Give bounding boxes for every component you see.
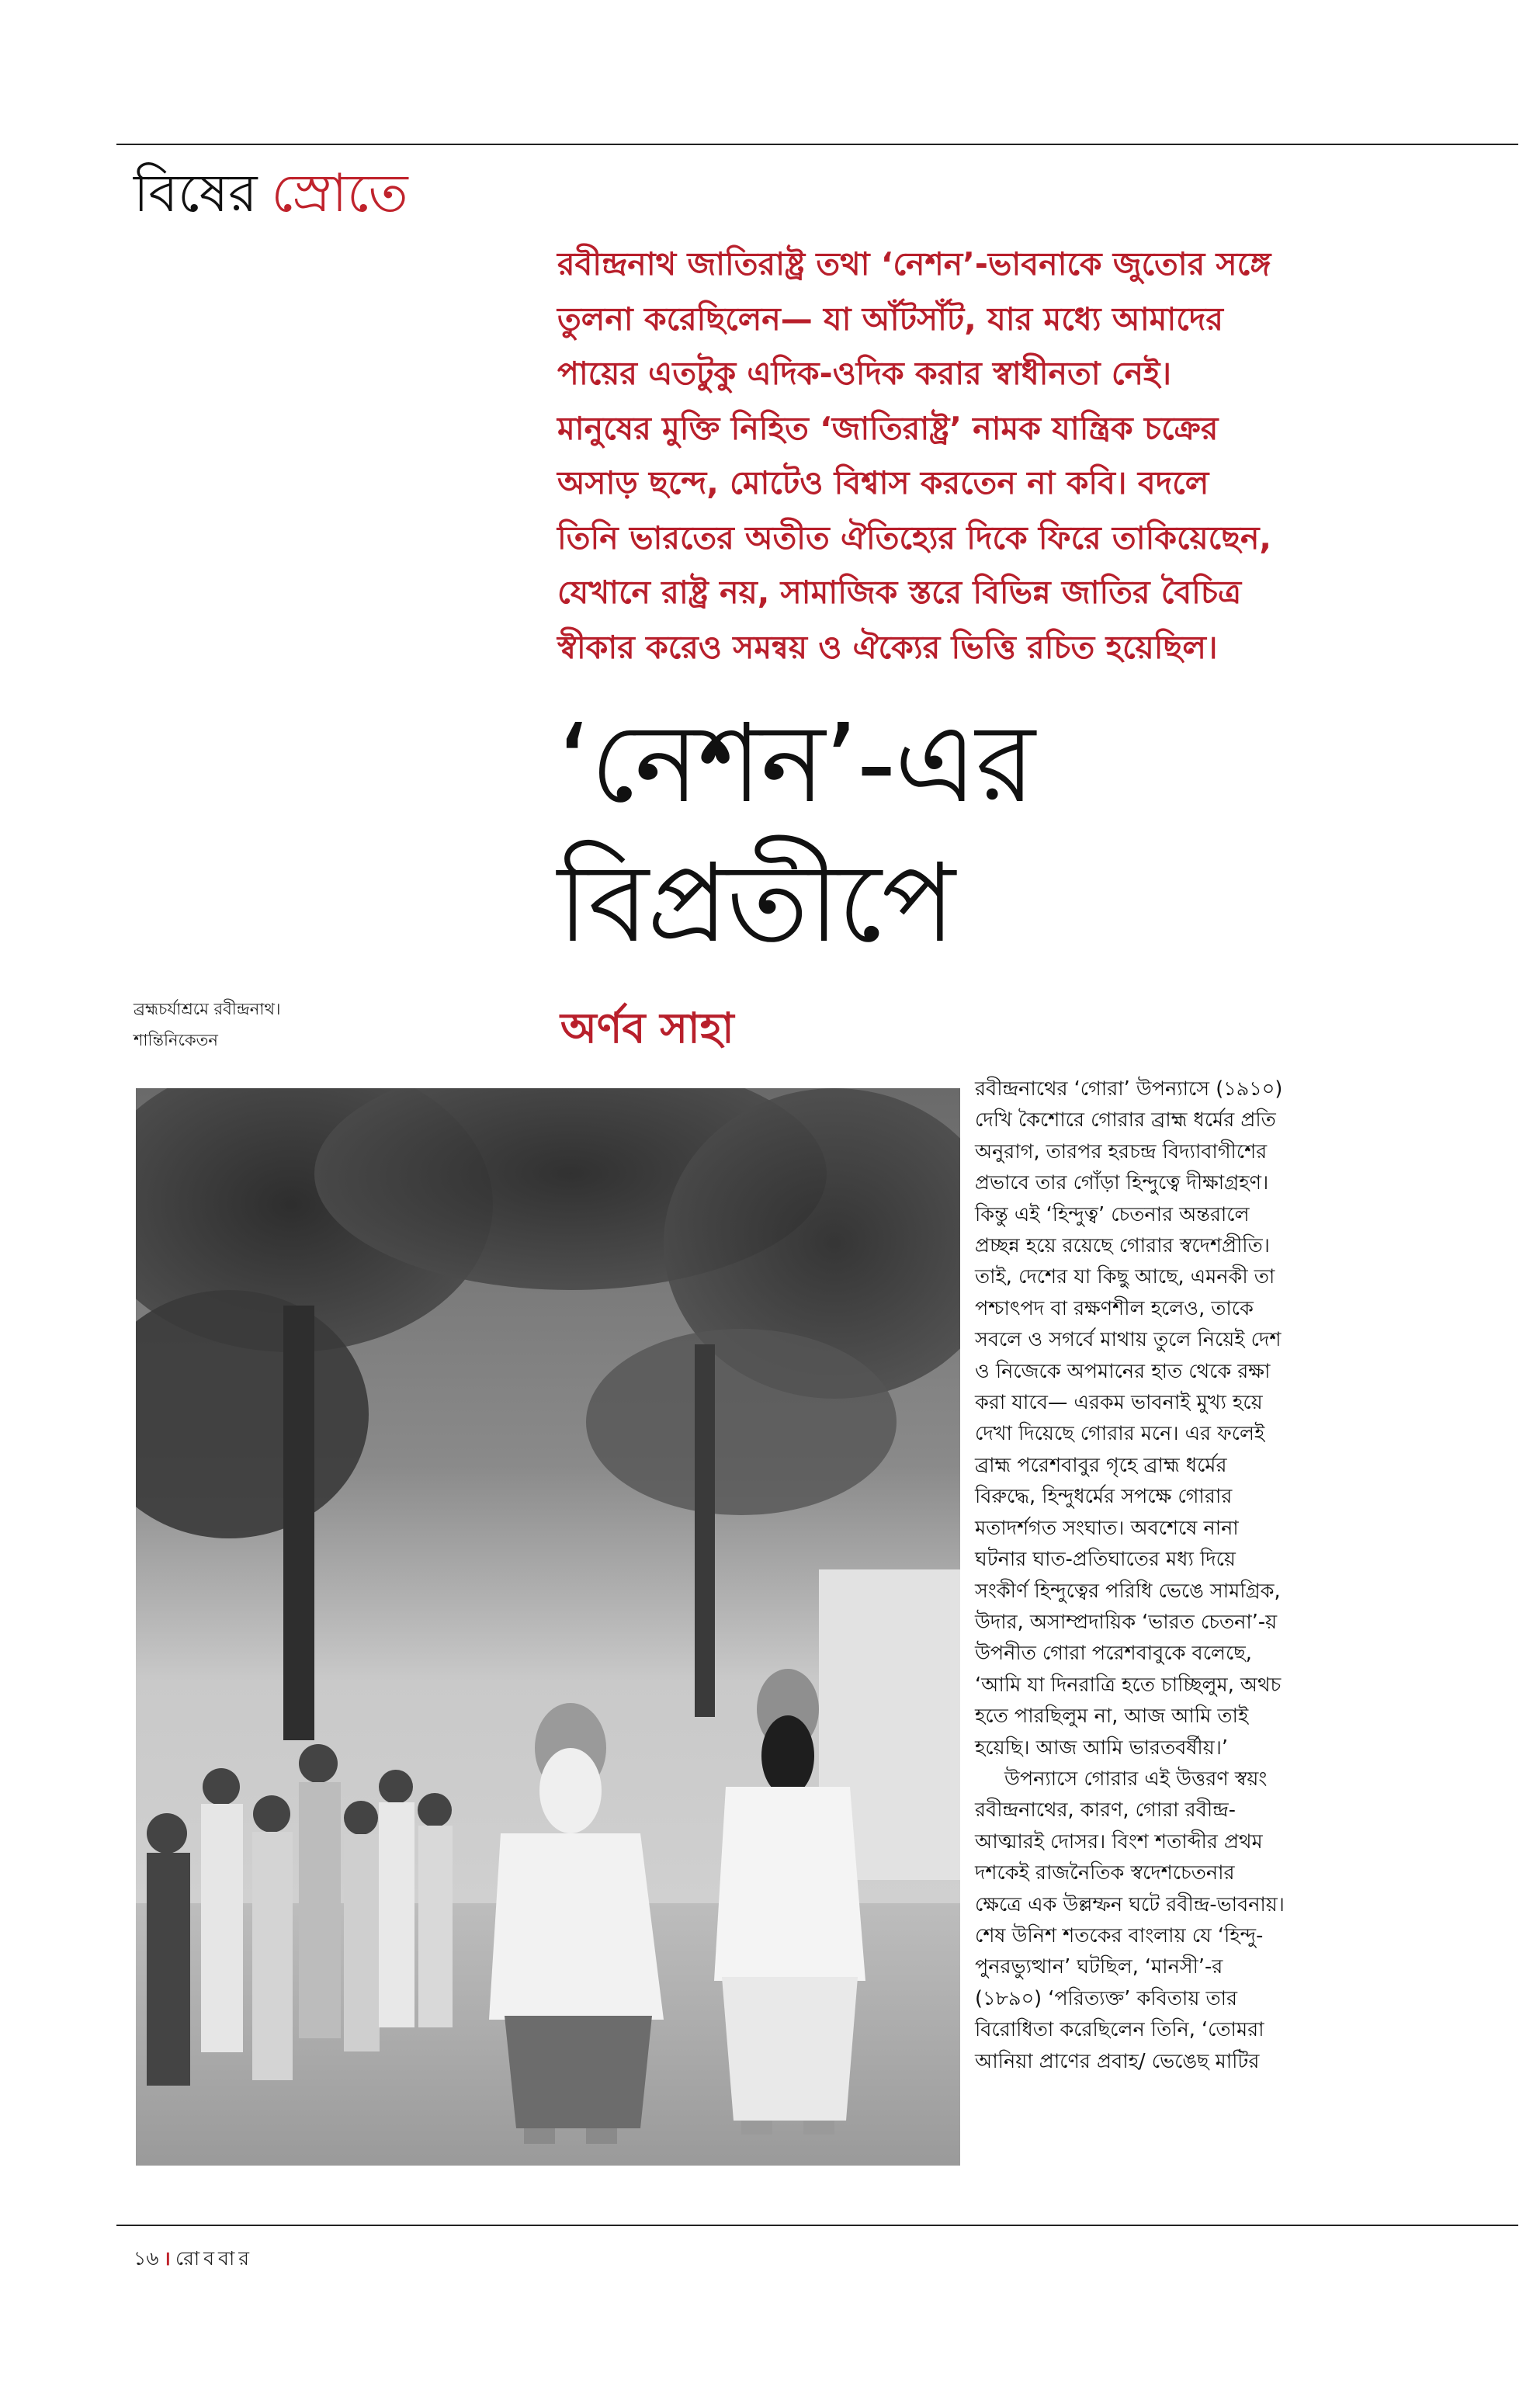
body-line: তাই, দেশের যা কিছু আছে, এমনকী তা: [975, 1265, 1275, 1289]
body-line: বিরোধিতা করেছিলেন তিনি, ‘তোমরা: [975, 2018, 1264, 2042]
section-title-word2: স্রোতে: [271, 163, 408, 224]
standfirst-line: তিনি ভারতের অতীত ঐতিহ্যের দিকে ফিরে তাকিয়েছেন,: [557, 518, 1271, 557]
body-line: ঘটনার ঘাত-প্রতিঘাতের মধ্য দিয়ে: [975, 1548, 1236, 1572]
body-line: প্রচ্ছন্ন হয়ে রয়েছে গোরার স্বদেশপ্রীতি।: [975, 1234, 1270, 1258]
page-number: ১৬: [134, 2247, 159, 2270]
standfirst-line: রবীন্দ্রনাথ জাতিরাষ্ট্র তথা ‘নেশন’-ভাবনাকে জুতোর সঙ্গে: [557, 245, 1271, 283]
body-line: দশকেই রাজনৈতিক স্বদেশচেতনার: [975, 1861, 1235, 1885]
standfirst-line: পায়ের এতটুকু এদিক-ওদিক করার স্বাধীনতা নেই।: [557, 355, 1171, 392]
standfirst: [557, 237, 1403, 675]
publication-name: রোববার: [175, 2247, 253, 2270]
byline: অর্ণব সাহা: [560, 1004, 734, 1053]
body-line: দেখি কৈশোরে গোরার ব্রাহ্ম ধর্মের প্রতি: [975, 1108, 1276, 1132]
body-line: রবীন্দ্রনাথের, কারণ, গোরা রবীন্দ্র-: [975, 1798, 1236, 1822]
body-line: দেখা দিয়েছে গোরার মনে। এর ফলেই: [975, 1422, 1265, 1446]
body-line: হতে পারছিলুম না, আজ আমি তাই: [975, 1705, 1249, 1729]
caption-line: ব্রহ্মচর্যাশ্রমে রবীন্দ্রনাথ।: [134, 1000, 281, 1018]
body-line: উপন্যাসে গোরার এই উত্তরণ স্বয়ং: [1004, 1767, 1268, 1791]
body-line: করা যাবে— এরকম ভাবনাই মুখ্য হয়ে: [975, 1391, 1263, 1415]
bottom-rule: [116, 2225, 1518, 2226]
standfirst-line: যেখানে রাষ্ট্র নয়, সামাজিক স্তরে বিভিন্ন জাতির বৈচিত্র: [557, 574, 1242, 611]
body-line: আত্মারই দোসর। বিংশ শতাব্দীর প্রথম: [975, 1829, 1263, 1854]
body-line: শেষ উনিশ শতকের বাংলায় যে ‘হিন্দু-: [975, 1923, 1264, 1947]
standfirst-line: স্বীকার করেও সমন্বয় ও ঐক্যের ভিত্তি রচিত হয়েছিল।: [557, 628, 1218, 666]
body-line: পুনরভ্যুত্থান’ ঘটছিল, ‘মানসী’-র: [975, 1955, 1223, 1979]
folio-separator: ।: [163, 2247, 171, 2270]
archival-photo: [136, 1088, 960, 2166]
caption-line: শান্তিনিকেতন: [134, 1031, 218, 1049]
section-header: [134, 159, 408, 229]
body-line: সংকীর্ণ হিন্দুত্বের পরিধি ভেঙে সামগ্রিক,: [975, 1579, 1281, 1603]
headline: [557, 695, 1489, 974]
body-line: উদার, অসাম্প্রদায়িক ‘ভারত চেতনা’-য়: [975, 1610, 1278, 1634]
body-line: বিরুদ্ধে, হিন্দুধর্মের সপক্ষে গোরার: [975, 1485, 1233, 1509]
headline-line: বিপ্রতীপে: [557, 841, 954, 967]
page-footer: [134, 2243, 253, 2274]
body-line: ক্ষেত্রে এক উল্লম্ফন ঘটে রবীন্দ্র-ভাবনায়।: [975, 1892, 1285, 1916]
body-line: (১৮৯০) ‘পরিত্যক্ত’ কবিতায় তার: [975, 1986, 1238, 2010]
top-rule: [116, 144, 1518, 145]
body-line: রবীন্দ্রনাথের ‘গোরা’ উপন্যাসে (১৯১০): [975, 1077, 1283, 1101]
body-line: আনিয়া প্রাণের প্রবাহ/ ভেঙেছ মাটির: [975, 2049, 1260, 2073]
body-line: মতাদর্শগত সংঘাত। অবশেষে নানা: [975, 1516, 1239, 1540]
standfirst-line: মানুষের মুক্তি নিহিত ‘জাতিরাষ্ট্র’ নামক যান্ত্রিক চক্রের: [557, 409, 1219, 447]
standfirst-line: অসাড় ছন্দে, মোটেও বিশ্বাস করতেন না কবি। বদলে: [557, 464, 1209, 501]
body-line: পশ্চাৎপদ বা রক্ষণশীল হলেও, তাকে: [975, 1296, 1254, 1320]
section-title-word1: বিষের: [134, 163, 258, 224]
body-line: ব্রাহ্ম পরেশবাবুর গৃহে ব্রাহ্ম ধর্মের: [975, 1453, 1227, 1477]
body-line: অনুরাগ, তারপর হরচন্দ্র বিদ্যাবাগীশের: [975, 1139, 1268, 1164]
photo-caption: [134, 994, 366, 1056]
body-line: ও নিজেকে অপমানের হাত থেকে রক্ষা: [975, 1359, 1271, 1383]
body-line: কিন্তু এই ‘হিন্দুত্ব’ চেতনার অন্তরালে: [975, 1202, 1250, 1226]
body-line: সবলে ও সগর্বে মাথায় তুলে নিয়েই দেশ: [975, 1328, 1282, 1352]
article-body: [975, 1073, 1448, 2077]
body-line: প্রভাবে তার গোঁড়া হিন্দুত্বে দীক্ষাগ্রহণ।: [975, 1171, 1269, 1195]
body-line: উপনীত গোরা পরেশবাবুকে বলেছে,: [975, 1642, 1252, 1666]
body-line: হয়েছি। আজ আমি ভারতবর্ষীয়।’: [975, 1736, 1228, 1760]
headline-line: ‘নেশন’-এর: [557, 701, 1034, 827]
body-line: ‘আমি যা দিনরাত্রি হতে চাচ্ছিলুম, অথচ: [975, 1673, 1282, 1697]
standfirst-line: তুলনা করেছিলেন— যা আঁটসাঁট, যার মধ্যে আমাদের: [557, 300, 1223, 338]
